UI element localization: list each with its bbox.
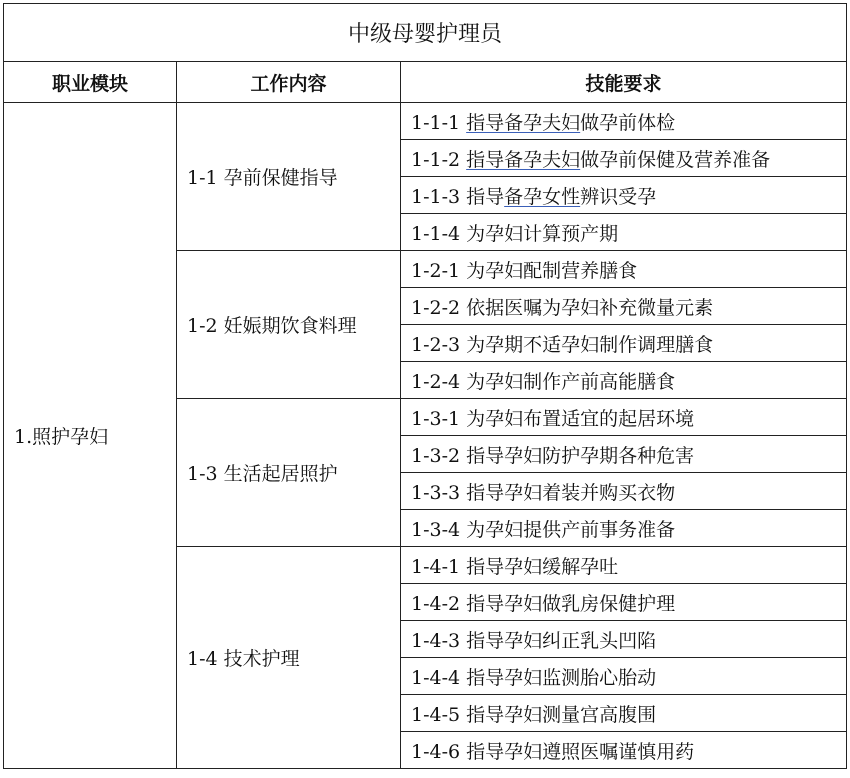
skill-text: 1-3-1 为孕妇布置适宜的起居环境 bbox=[411, 407, 695, 430]
skill-text: 做孕前体检 bbox=[580, 111, 676, 134]
work-content-cell: 1-4 技术护理 bbox=[177, 547, 401, 769]
table-row bbox=[4, 103, 847, 140]
skill-text: 1-1-1 bbox=[411, 111, 467, 134]
work-content-cell: 1-3 生活起居照护 bbox=[177, 399, 401, 547]
skill-cell bbox=[401, 510, 847, 547]
skill-cell bbox=[401, 399, 847, 436]
work-content-cell: 1-1 孕前保健指导 bbox=[177, 103, 401, 251]
skill-text-underlined: 指导备孕夫妇 bbox=[466, 148, 581, 171]
skill-text: 1-4-3 指导孕妇纠正乳头凹陷 bbox=[411, 629, 657, 652]
work-content-cell: 1-2 妊娠期饮食料理 bbox=[177, 251, 401, 399]
skill-text: 1-4-2 指导孕妇做乳房保健护理 bbox=[411, 592, 676, 615]
module-cell: 1.照护孕妇 bbox=[4, 103, 177, 769]
skill-cell bbox=[401, 288, 847, 325]
header-content: 工作内容 bbox=[177, 62, 401, 103]
table-title: 中级母婴护理员 bbox=[4, 4, 847, 62]
skill-cell bbox=[401, 658, 847, 695]
skill-cell bbox=[401, 547, 847, 584]
skill-text: 1-3-3 指导孕妇着装并购买衣物 bbox=[411, 481, 676, 504]
skill-cell bbox=[401, 177, 847, 214]
skill-text: 1-4-4 指导孕妇监测胎心胎动 bbox=[411, 666, 657, 689]
skill-cell bbox=[401, 473, 847, 510]
skill-text: 1-1-3 指导 bbox=[411, 185, 505, 208]
skill-text: 做孕前保健及营养准备 bbox=[580, 148, 771, 171]
skill-text: 1-1-2 bbox=[411, 148, 467, 171]
skill-cell bbox=[401, 103, 847, 140]
skill-cell bbox=[401, 436, 847, 473]
skill-cell bbox=[401, 214, 847, 251]
skill-text: 1-4-1 指导孕妇缓解孕吐 bbox=[411, 555, 619, 578]
skill-text: 1-4-5 指导孕妇测量宫高腹围 bbox=[411, 703, 657, 726]
skill-text: 1-4-6 指导孕妇遵照医嘱谨慎用药 bbox=[411, 740, 695, 763]
skill-text-underlined: 指导备孕夫妇 bbox=[466, 111, 581, 134]
skill-cell bbox=[401, 325, 847, 362]
skill-text: 1-1-4 为孕妇计算预产期 bbox=[411, 222, 619, 245]
skill-text: 辨识受孕 bbox=[580, 185, 657, 208]
skill-text: 1-2-3 为孕期不适孕妇制作调理膳食 bbox=[411, 333, 714, 356]
header-module: 职业模块 bbox=[4, 62, 177, 103]
skill-cell bbox=[401, 695, 847, 732]
skill-text: 1-2-4 为孕妇制作产前高能膳食 bbox=[411, 370, 676, 393]
skill-cell bbox=[401, 140, 847, 177]
skill-cell bbox=[401, 251, 847, 288]
header-skills: 技能要求 bbox=[401, 62, 847, 103]
skill-cell bbox=[401, 732, 847, 769]
skill-text: 1-2-2 依据医嘱为孕妇补充微量元素 bbox=[411, 296, 714, 319]
skill-cell bbox=[401, 584, 847, 621]
skill-cell bbox=[401, 621, 847, 658]
skill-text: 1-3-4 为孕妇提供产前事务准备 bbox=[411, 518, 676, 541]
skill-text-underlined: 备孕女性 bbox=[504, 185, 581, 208]
competency-table bbox=[3, 3, 847, 769]
skill-text: 1-2-1 为孕妇配制营养膳食 bbox=[411, 259, 638, 282]
skill-cell bbox=[401, 362, 847, 399]
skill-text: 1-3-2 指导孕妇防护孕期各种危害 bbox=[411, 444, 695, 467]
